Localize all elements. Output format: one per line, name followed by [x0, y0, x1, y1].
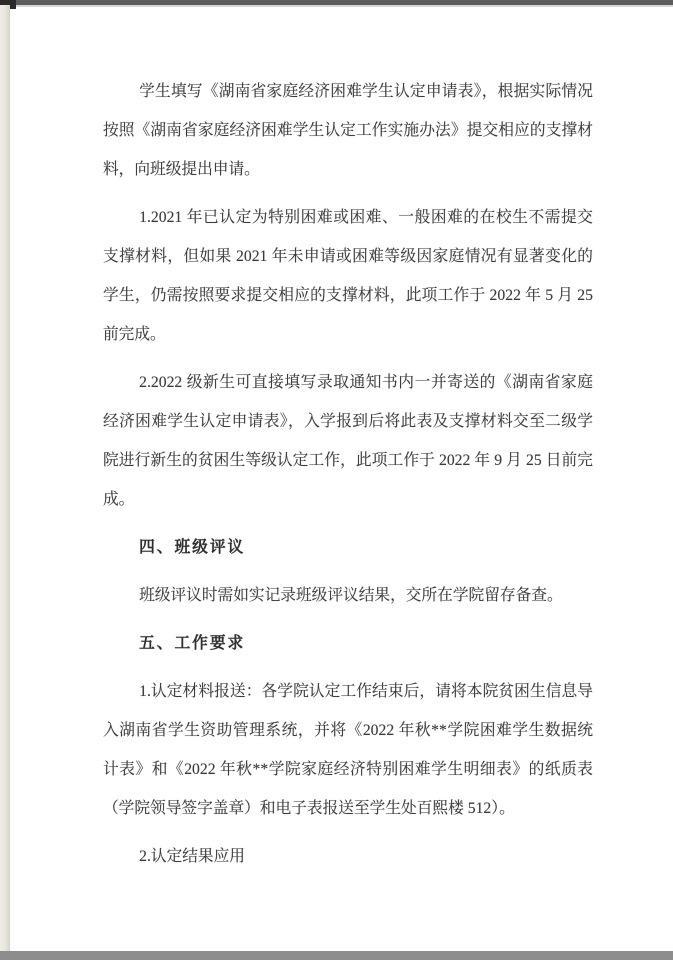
heading-section-5-work-requirements: 五、工作要求 — [139, 635, 246, 652]
para-new-students-2022: 2.2022 级新生可直接填写录取通知书内一并寄送的《湖南省家庭经济困难学生认定申请表》，入学报到后将此表及支撑材料交至二级学院进行新生的贫困生等级认定工作，此项工作于 2022 年 9 月 25 日前完成。 — [103, 374, 593, 508]
scan-left-edge — [0, 5, 10, 951]
para-material-submission: 1.认定材料报送：各学院认定工作结束后，请将本院贫困生信息导入湖南省学生资助管理系统，并将《2022 年秋**学院困难学生数据统计表》和《2022 年秋**学院家庭经济特别困难学生明细表》的纸质表（学院领导签字盖章）和电子表报送至学生处百熙楼 512）。 — [103, 683, 593, 817]
para-result-application: 2.认定结果应用 — [139, 848, 245, 865]
scan-bottom-edge — [0, 951, 673, 960]
document-body — [103, 72, 593, 885]
para-existing-students-2021: 1.2021 年已认定为特别困难或困难、一般困难的在校生不需提交支撑材料，但如果 2021 年未申请或困难等级因家庭情况有显著变化的学生，仍需按照要求提交相应的支撑材料，此项工作于 2022 年 5 月 25 前完成。 — [103, 209, 593, 343]
scan-top-edge — [0, 0, 673, 7]
para-application-process: 学生填写《湖南省家庭经济困难学生认定申请表》，根据实际情况按照《湖南省家庭经济困难学生认定工作实施办法》提交相应的支撑材料，向班级提出申请。 — [103, 83, 593, 178]
para-class-review-record: 班级评议时需如实记录班级评议结果，交所在学院留存备查。 — [139, 587, 563, 604]
heading-section-4-class-review: 四、班级评议 — [139, 539, 246, 556]
